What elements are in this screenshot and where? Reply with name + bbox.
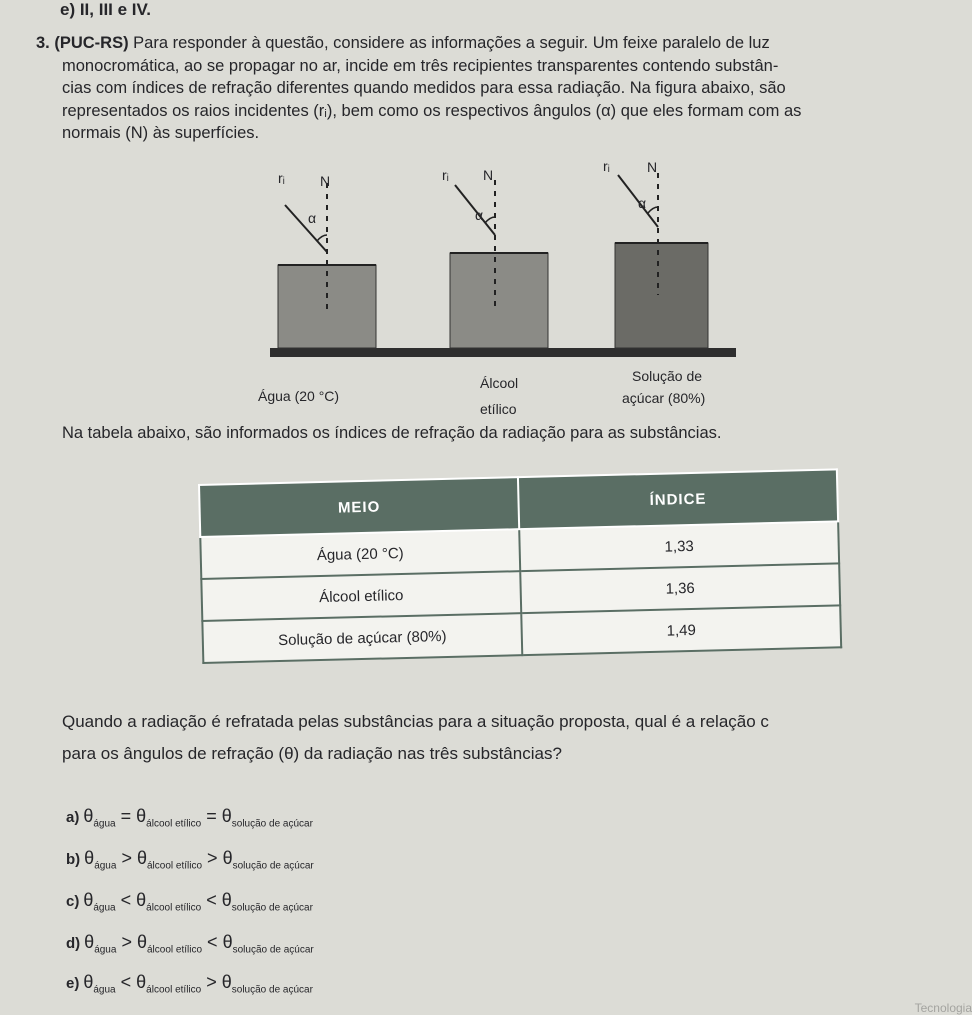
prompt-line-1: Quando a radiação é refratada pelas substâncias para a situação proposta, qual é a relação c [62,712,769,731]
question-text [36,32,941,145]
angle-label-3: α [638,195,647,211]
ray-label-2: rᵢ [442,167,449,183]
theta-symbol: θ [222,848,233,868]
subscript-alcohol: álcool etílico [147,944,203,956]
header-index: ÍNDICE [518,469,838,529]
subscript-water: água [93,984,116,996]
index-cell: 1,36 [520,563,840,613]
subscript-sugar: solução de açúcar [231,818,313,830]
option-e [66,972,313,996]
operator-2: < [207,932,218,952]
theta-symbol: θ [83,890,94,910]
theta-symbol: θ [136,890,147,910]
subscript-sugar: solução de açúcar [231,902,313,914]
option-c [66,890,313,914]
index-cell: 1,49 [521,605,841,655]
subscript-alcohol: álcool etílico [146,984,202,996]
operator-1: > [121,848,132,868]
theta-symbol: θ [222,932,233,952]
refraction-index-table [198,468,842,664]
subscript-alcohol: álcool etílico [147,860,203,872]
option-letter: b) [66,851,81,868]
operator-1: = [120,806,132,826]
option-d [66,932,314,956]
angle-label-2: α [475,207,484,223]
operator-2: > [207,848,218,868]
theta-symbol: θ [221,972,232,992]
label-sugar-1: Solução de [632,368,703,384]
medium-cell: Água (20 °C) [200,529,520,579]
theta-symbol: θ [83,972,94,992]
subscript-sugar: solução de açúcar [232,944,314,956]
refraction-figure [258,155,740,425]
header-medium: MEIO [199,477,519,537]
index-cell: 1,33 [519,521,839,571]
table-intro: Na tabela abaixo, são informados os índices de refração da radiação para as substâncias. [62,424,722,442]
medium-cell: Álcool etílico [201,571,521,621]
subscript-alcohol: álcool etílico [146,818,202,830]
operator-1: < [120,890,132,910]
ray-label-3: rᵢ [603,158,610,174]
operator-1: > [121,932,132,952]
theta-symbol: θ [136,806,147,826]
theta-symbol: θ [83,806,94,826]
question-label: 3. (PUC-RS) [36,34,129,52]
subscript-water: água [93,818,116,830]
normal-label-3: N [647,159,658,175]
option-letter: c) [66,893,80,910]
angle-label-1: α [308,210,317,226]
question-line-3: cias com índices de refração diferentes quando medidos para essa radiação. Na figura abaixo, são [62,79,786,98]
option-a [66,806,313,830]
prompt [62,706,972,770]
operator-1: < [120,972,132,992]
subscript-sugar: solução de açúcar [231,984,313,996]
theta-symbol: θ [221,806,232,826]
normal-label-2: N [483,167,494,183]
question-line-2: monocromática, ao se propagar no ar, incide em três recipientes transparentes contendo substân- [62,56,779,75]
theta-symbol: θ [136,848,147,868]
option-letter: a) [66,809,80,826]
operator-2: > [206,972,217,992]
theta-symbol: θ [136,972,147,992]
label-alcohol-1: Álcool [480,375,519,391]
theta-symbol: θ [84,932,95,952]
question-line-4: representados os raios incidentes (rᵢ), bem como os respectivos ângulos (α) que eles formam com as [62,101,802,120]
subscript-water: água [93,902,116,914]
subscript-alcohol: álcool etílico [146,902,202,914]
theta-symbol: θ [221,890,232,910]
medium-cell: Solução de açúcar (80%) [202,613,522,663]
incident-ray-1 [285,205,327,252]
ray-label-1: rᵢ [278,170,285,186]
previous-option: e) II, III e IV. [60,0,152,19]
operator-2: < [206,890,217,910]
question-line-5: normais (N) às superfícies. [62,124,260,143]
theta-symbol: θ [84,848,95,868]
option-letter: e) [66,975,80,992]
prompt-line-2: para os ângulos de refração (θ) da radiação nas três substâncias? [62,744,562,763]
question-line-1: Para responder à questão, considere as informações a seguir. Um feixe paralelo de luz [128,34,770,52]
corner-text: Tecnologia [914,1001,972,1015]
theta-symbol: θ [136,932,147,952]
label-alcohol-2: etílico [480,401,517,417]
container-alcohol [450,253,548,348]
label-water: Água (20 °C) [258,388,340,404]
operator-2: = [206,806,217,826]
containers-diagram [270,155,740,365]
container-sugar [615,243,708,348]
option-b [66,848,314,872]
option-letter: d) [66,935,81,952]
subscript-sugar: solução de açúcar [232,860,314,872]
shelf [270,348,736,357]
subscript-water: água [94,944,117,956]
label-sugar-2: açúcar (80%) [622,390,706,406]
normal-label-1: N [320,173,331,189]
subscript-water: água [94,860,117,872]
